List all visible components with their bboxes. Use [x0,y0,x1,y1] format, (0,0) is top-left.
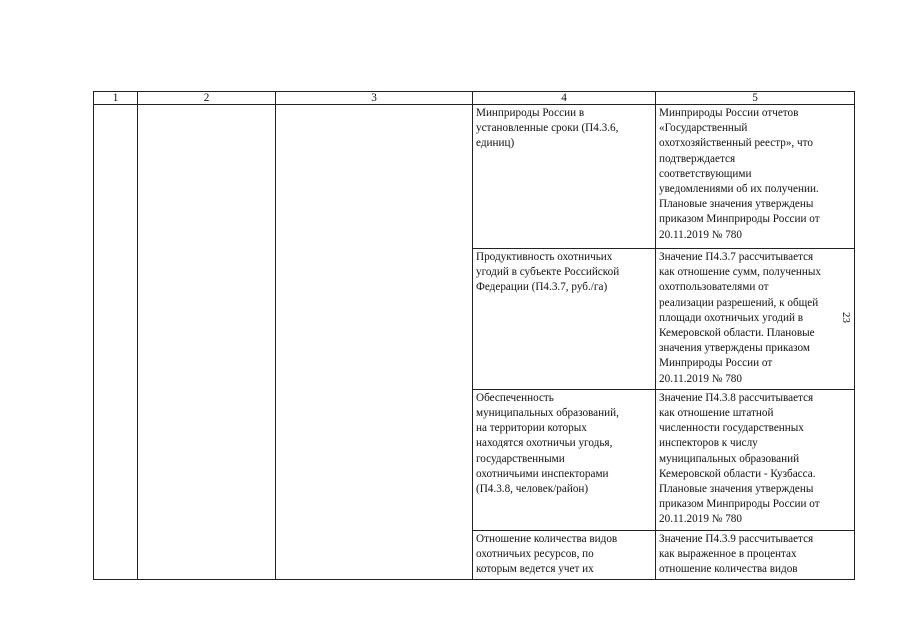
document-table [93,91,855,580]
description-text: Значение П4.3.7 рассчитывается как отношение сумм, полученных охотпользователями от реализации разрешений, к общей площади охотничьих угодий в Кемеровской области. Плановые значения утверждены приказом Минприроды России от 20.11.2019 № 780 [659,251,821,385]
column-header-1: 1 [94,92,138,105]
column-header-2: 2 [138,92,276,105]
page-number: 23 [840,312,852,323]
column-header-3: 3 [276,92,473,105]
column-header-4: 4 [473,92,656,105]
description-cell [656,530,855,580]
description-text: Минприроды России отчетов «Государственный охотхозяйственный реестр», что подтверждается соответствующими уведомлениями об их получении. Плановые значения утверждены приказом Минприроды России от 20.11.2019 № 780 [659,107,820,241]
table-cell-col2 [138,105,276,580]
indicator-text: Обеспеченность муниципальных образований, на территории которых находятся охотничьи угодья, государственными охотничьими инспекторами (П4.3.8, человек/район) [476,391,619,496]
description-text: Значение П4.3.8 рассчитывается как отношение штатной численности государственных инспекторов к числу муниципальных образований Кемеровской области - Кузбасса. Плановые значения утверждены приказом Минприроды России от 20.11.2019 № 780 [659,391,820,526]
table-cell-col1 [94,105,138,580]
indicator-cell [473,249,656,390]
indicator-text: Минприроды России в установленные сроки (П4.3.6, единиц) [476,107,619,150]
description-text: Значение П4.3.9 рассчитывается как выраженное в процентах отношение количества видов [659,532,814,576]
description-cell [656,249,855,390]
description-cell [656,105,855,249]
description-cell [656,389,855,530]
indicator-text: Отношение количества видов охотничьих ресурсов, по которым ведется учет их [476,532,618,576]
indicator-cell [473,389,656,530]
indicator-cell [473,530,656,580]
indicator-cell [473,105,656,249]
indicator-text: Продуктивность охотничьих угодий в субъекте Российской Федерации (П4.3.7, руб./га) [476,251,620,294]
table-cell-col3 [276,105,473,580]
column-header-5: 5 [656,92,855,105]
column-number-row [94,92,855,105]
table-row [94,105,855,249]
